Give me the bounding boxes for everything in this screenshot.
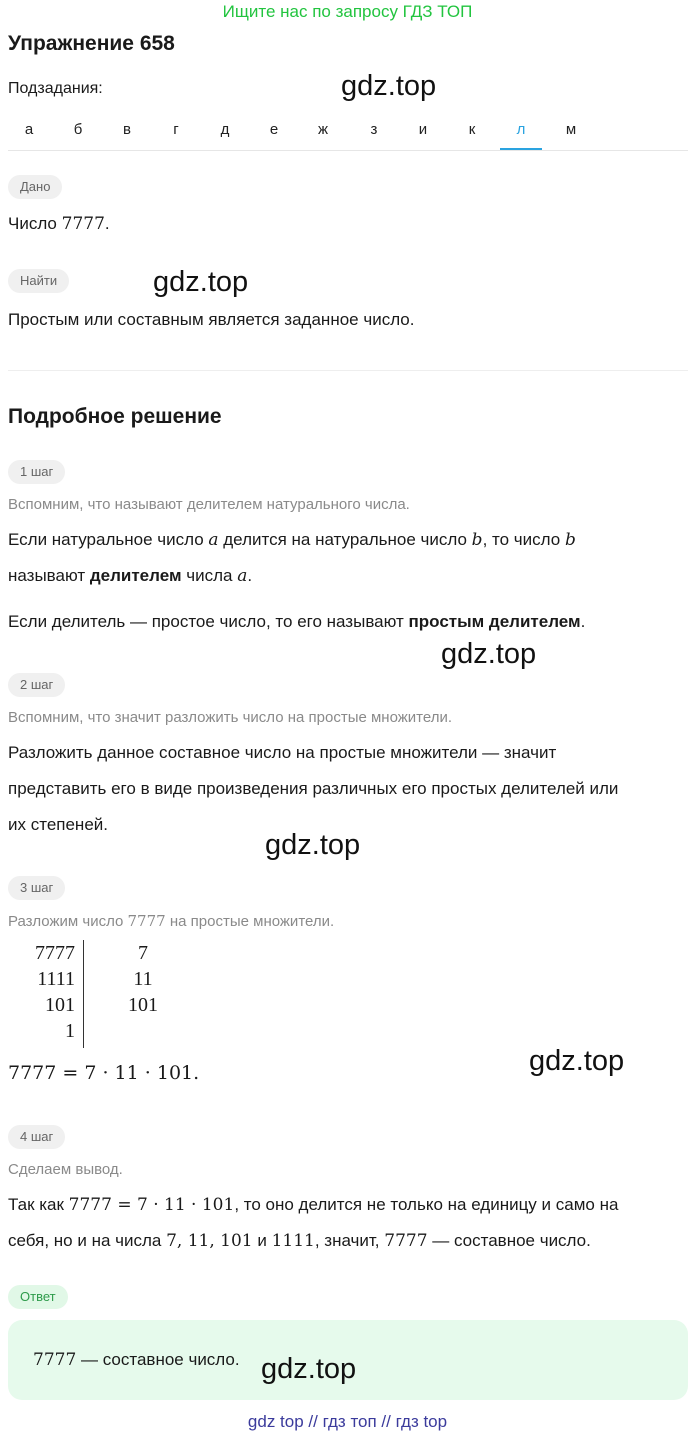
factor-right-3: 101 [128,994,158,1016]
tab-l[interactable]: л [500,112,542,150]
subtasks-label: Подзадания: [8,80,103,97]
tab-v[interactable]: в [123,121,131,138]
step-1-line-1: Если натуральное число a делится на натуральное число b, то число b [8,530,576,550]
answer-badge: Ответ [8,1285,68,1309]
tab-k[interactable]: к [468,121,476,138]
factor-left-2: 1111 [37,968,75,990]
step-4-line-2: себя, но и на числа 7, 11, 101 и 1111, значит, 7777 — составное число. [8,1231,591,1251]
tab-e[interactable]: е [269,121,279,138]
step-4-hint: Сделаем вывод. [8,1161,123,1178]
step-1-badge: 1 шаг [8,460,65,484]
watermark: gdz.top [441,638,537,670]
tab-b[interactable]: б [73,121,83,138]
step-2-hint: Вспомним, что значит разложить число на простые множители. [8,709,453,726]
divider [8,370,688,371]
step-3-badge: 3 шаг [8,876,65,900]
watermark: gdz.top [341,70,437,102]
factor-left-1: 7777 [35,942,75,964]
factorization-table [0,940,200,1050]
tab-a[interactable]: а [24,121,34,138]
given-text: Число 7777. [8,214,110,234]
tab-d[interactable]: д [220,121,230,138]
factor-right-2: 11 [133,968,153,990]
factorization-divider [83,940,84,1048]
watermark: gdz.top [153,266,249,298]
watermark: gdz.top [261,1353,357,1385]
find-badge: Найти [8,269,69,293]
page-title: Упражнение 658 [8,32,175,55]
factor-left-3: 101 [45,994,75,1016]
step-1-hint: Вспомним, что называют делителем натурального числа. [8,496,410,513]
step-2-line-2: представить его в виде произведения различных его простых делителей или [8,779,619,798]
tab-g[interactable]: г [173,121,179,138]
tab-m[interactable]: м [565,121,577,138]
footer-links[interactable]: gdz top // гдз топ // гдз top [247,1412,448,1431]
step-1-line-3: Если делитель — простое число, то его называют простым делителем. [8,612,586,631]
step-4-line-1: Так как 7777 = 7 · 11 · 101, то оно делится не только на единицу и само на [8,1195,619,1215]
watermark: gdz.top [265,829,361,861]
factorization-result: 7777 = 7 · 11 · 101. [8,1062,200,1084]
step-2-line-3: их степеней. [8,815,108,834]
step-4-badge: 4 шаг [8,1125,65,1149]
subtask-tabs [8,112,688,151]
step-2-line-1: Разложить данное составное число на простые множители — значит [8,743,557,762]
solution-title: Подробное решение [8,405,222,428]
step-1-line-2: называют делителем числа a. [8,566,253,586]
tab-i[interactable]: и [418,121,428,138]
given-badge: Дано [8,175,62,199]
promo-banner[interactable]: Ищите нас по запросу ГДЗ ТОП [222,2,473,21]
factor-left-4: 1 [65,1020,75,1042]
tab-z[interactable]: з [370,121,378,138]
tab-zh[interactable]: ж [317,121,329,138]
find-text: Простым или составным является заданное число. [8,310,415,329]
answer-text: 7777 — составное число. [33,1350,240,1370]
factor-right-1: 7 [138,942,148,964]
step-3-hint: Разложим число 7777 на простые множители. [8,912,335,930]
step-2-badge: 2 шаг [8,673,65,697]
watermark: gdz.top [529,1045,625,1077]
